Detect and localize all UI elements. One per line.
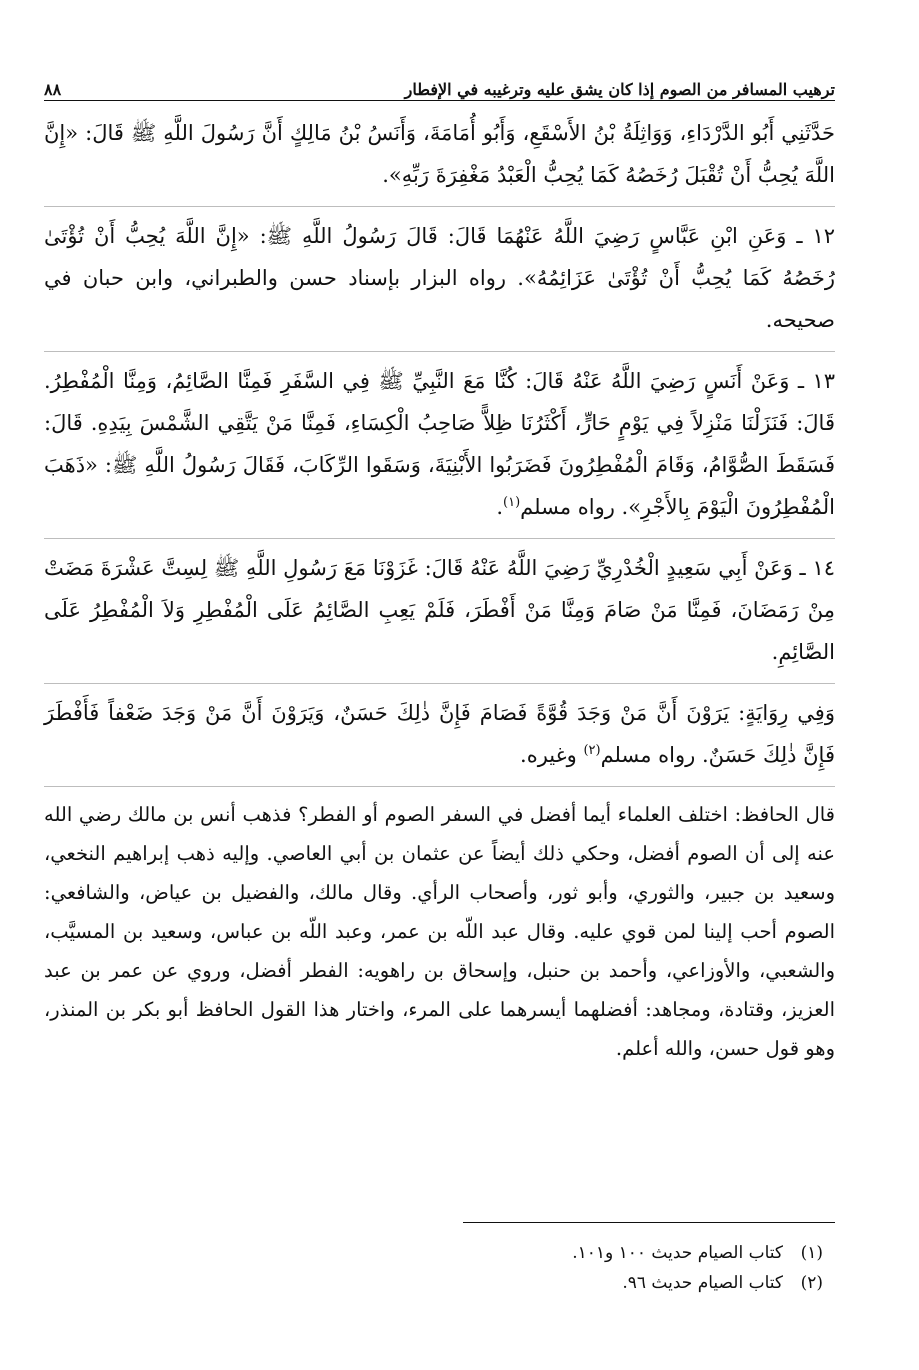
- hadith-13: [44, 360, 835, 528]
- running-header: [44, 72, 835, 101]
- running-title: ترهيب المسافر من الصوم إذا كان يشق عليه وترغيبه في الإفطار: [404, 80, 835, 99]
- separator: [44, 351, 835, 352]
- separator: [44, 538, 835, 539]
- riwaya-text: وَفِي رِوَايَةٍ: يَرَوْنَ أَنَّ مَنْ وَجَدَ قُوَّةً فَصَامَ فَإِنَّ ذٰلِكَ حَسَنٌ، وَيَرَوْنَ أَنَّ مَنْ وَجَدَ ضَعْفاً فَأَفْطَرَ فَإِنَّ ذٰلِكَ حَسَنٌ. رواه مسلم: [44, 701, 835, 767]
- footnote-rule: [463, 1222, 835, 1223]
- page-number: ٨٨: [44, 80, 62, 99]
- separator: [44, 786, 835, 787]
- riwaya: [44, 692, 835, 776]
- footnote-2: [300, 1268, 823, 1298]
- hafiz-commentary: قال الحافظ: اختلف العلماء أيما أفضل في السفر الصوم أو الفطر؟ فذهب أنس بن مالك رضي الله عنه إلى أن الصوم أفضل، وحكي ذلك أيضاً عن عثمان بن أبي العاصي. وإليه ذهب إبراهيم النخعي، وسعيد بن جبير، والثوري، وأبو ثور، وأصحاب الرأي. وقال مالك، والفضيل بن عياض، والشافعي: الصوم أحب إلينا لمن قوي عليه. وقال عبد اللّه بن عمر، وعبد اللّه بن عباس، وسعيد بن المسيَّب، والشعبي، والأوزاعي، وأحمد بن حنبل، وإسحاق بن راهويه: الفطر أفضل، وروي عن عمر بن عبد العزيز، وقتادة، ومجاهد: أفضلهما أيسرهما على المرء، واختار هذا القول الحافظ أبو بكر بن المنذر، وهو قول حسن، والله أعلم.: [44, 803, 835, 1060]
- footnote-ref-2: (٢): [583, 743, 601, 758]
- footnote-text: كتاب الصيام حديث ٩٦.: [622, 1273, 783, 1293]
- hadith-13-text: ١٣ ـ وَعَنْ أَنَسٍ رَضِيَ اللَّهُ عَنْهُ قَالَ: كُنَّا مَعَ النَّبِيِّ ﷺ فِي السَّفَرِ فَمِنَّا الصَّائِمُ، وَمِنَّا الْمُفْطِرُ. قَالَ: فَنَزَلْنَا مَنْزِلاً فِي يَوْمٍ حَارٍّ، أَكْثَرُنَا ظِلاًّ صَاحِبُ الْكِسَاءِ، فَمِنَّا مَنْ يَتَّقِي الشَّمْسَ بِيَدِهِ. قَالَ: فَسَقَطَ الصُّوَّامُ، وَقَامَ الْمُفْطِرُونَ فَضَرَبُوا الأَبْنِيَةَ، وَسَقَوا الرِّكَابَ، فَقَالَ رَسُولُ اللَّهِ ﷺ: «ذَهَبَ الْمُفْطِرُونَ الْيَوْمَ بِالأَجْرِ». رواه مسلم: [44, 369, 835, 519]
- footnote-number: (٢): [800, 1273, 823, 1293]
- footnotes: [300, 1238, 823, 1298]
- hadith-12: ١٢ ـ وَعَنِ ابْنِ عَبَّاسٍ رَضِيَ اللَّهُ عَنْهُمَا قَالَ: قَالَ رَسُولُ اللَّهِ ﷺ: «إِنَّ اللَّهَ يُحِبُّ أَنْ تُؤْتَىٰ رُخَصُهُ كَمَا يُحِبُّ أَنْ تُؤْتَىٰ عَزَائِمُهُ». رواه البزار بإسناد حسن والطبراني، وابن حبان في صحيحه.: [44, 224, 835, 332]
- hadith-continuation: حَدَّثَنِي أَبُو الدَّرْدَاءِ، وَوَاثِلَةُ بْنُ الأَسْقَعِ، وَأَبُو أُمَامَةَ، وَأَنَسُ بْنُ مَالِكٍ أَنَّ رَسُولَ اللَّهِ ﷺ قَالَ: «إِنَّ اللَّهَ يُحِبُّ أَنْ تُقْبَلَ رُخَصُهُ كَمَا يُحِبُّ الْعَبْدُ مَغْفِرَةَ رَبِّهِ».: [44, 121, 835, 187]
- footnote-ref-1: (١): [503, 495, 521, 510]
- riwaya-end: وغيره.: [520, 743, 584, 767]
- page-content: [44, 112, 835, 1068]
- separator: [44, 683, 835, 684]
- hadith-13-end: .: [496, 495, 504, 519]
- separator: [44, 206, 835, 207]
- footnote-number: (١): [800, 1243, 823, 1263]
- hadith-14: ١٤ ـ وَعَنْ أَبِي سَعِيدٍ الْخُدْرِيِّ رَضِيَ اللَّهُ عَنْهُ قَالَ: غَزَوْنَا مَعَ رَسُولِ اللَّهِ ﷺ لِسِتَّ عَشْرَةَ مَضَتْ مِنْ رَمَضَانَ، فَمِنَّا مَنْ صَامَ وَمِنَّا مَنْ أَفْطَرَ، فَلَمْ يَعِبِ الصَّائِمُ عَلَى الْمُفْطِرِ وَلاَ الْمُفْطِرُ عَلَى الصَّائِمِ.: [44, 556, 835, 664]
- footnote-1: [300, 1238, 823, 1268]
- footnote-text: كتاب الصيام حديث ١٠٠ و١٠١.: [572, 1243, 783, 1263]
